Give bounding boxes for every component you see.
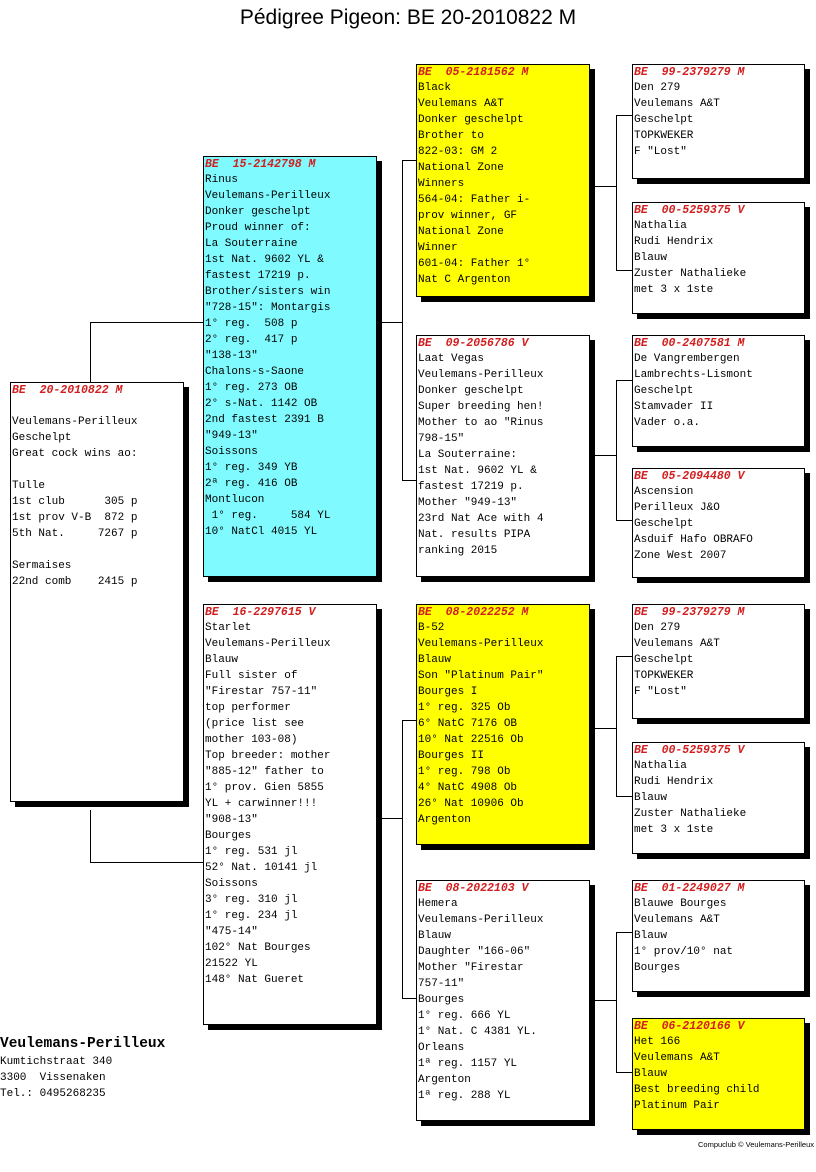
info-line: 1° reg. 273 OB bbox=[205, 382, 298, 394]
info-line: Argenton bbox=[418, 814, 471, 826]
info-line: Mother "949-13" bbox=[418, 497, 518, 509]
info-line: Veulemans-Perilleux bbox=[12, 416, 138, 428]
info-line: 52° Nat. 10141 jl bbox=[205, 862, 318, 874]
connector-mm bbox=[616, 1072, 632, 1073]
pigeon-info bbox=[633, 758, 804, 838]
info-line: Blauwe Bourges bbox=[634, 898, 727, 910]
info-line: 2ª reg. 416 OB bbox=[205, 478, 298, 490]
info-line: 1st prov V-B 872 p bbox=[12, 512, 138, 524]
info-line: Mother "Firestar bbox=[418, 962, 524, 974]
info-line: mother 103-08) bbox=[205, 734, 298, 746]
info-line: La Souterraine bbox=[205, 238, 298, 250]
connector-mother bbox=[402, 720, 416, 721]
connector-ff bbox=[595, 186, 617, 187]
info-line: Zuster Nathalieke bbox=[634, 808, 747, 820]
info-line: Brother to bbox=[418, 130, 485, 142]
info-line: "Firestar 757-11" bbox=[205, 686, 318, 698]
info-line: "475-14" bbox=[205, 926, 258, 938]
info-line: Nat. results PIPA bbox=[418, 529, 531, 541]
pigeon-info bbox=[11, 398, 183, 590]
ring-number: BE 16-2297615 V bbox=[205, 606, 316, 619]
info-line: Veulemans A&T bbox=[634, 1052, 720, 1064]
info-line: National Zone bbox=[418, 162, 504, 174]
info-line: Het 166 bbox=[634, 1036, 681, 1048]
owner-name: Veulemans-Perilleux bbox=[0, 1036, 166, 1052]
info-line: 1° reg. 798 Ob bbox=[418, 766, 511, 778]
info-line: 3300 Vissenaken bbox=[0, 1072, 106, 1084]
ring-number: BE 01-2249027 M bbox=[634, 882, 745, 895]
info-line: Platinum Pair bbox=[634, 1100, 720, 1112]
info-line: Great cock wins ao: bbox=[12, 448, 138, 460]
info-line: 564-04: Father i- bbox=[418, 194, 531, 206]
info-line: Soissons bbox=[205, 446, 258, 458]
pigeon-info bbox=[633, 620, 804, 700]
info-line: Blauw bbox=[418, 654, 452, 666]
info-line: 23rd Nat Ace with 4 bbox=[418, 513, 544, 525]
connector-father bbox=[402, 160, 416, 161]
pigeon-info bbox=[633, 80, 804, 160]
info-line bbox=[12, 542, 183, 558]
info-line: Montlucon bbox=[205, 494, 265, 506]
connector-father bbox=[402, 160, 403, 480]
info-line: Chalons-s-Saone bbox=[205, 366, 305, 378]
info-line: fastest 17219 p. bbox=[205, 270, 311, 282]
info-line: TOPKWEKER bbox=[634, 130, 694, 142]
info-line: (price list see bbox=[205, 718, 305, 730]
pigeon-info bbox=[417, 351, 589, 559]
info-line: Geschelpt bbox=[634, 114, 694, 126]
connector-mm bbox=[616, 932, 617, 1072]
info-line: 3° reg. 310 jl bbox=[205, 894, 298, 906]
pigeon-info bbox=[417, 896, 589, 1104]
ring-number: BE 08-2022103 V bbox=[418, 882, 529, 895]
pigeon-info bbox=[633, 218, 804, 298]
info-line: 1ª reg. 1157 YL bbox=[418, 1058, 518, 1070]
connector-mother bbox=[382, 818, 403, 819]
info-line: La Souterraine: bbox=[418, 449, 518, 461]
info-line: Veulemans A&T bbox=[634, 914, 720, 926]
pigeon-card-ff bbox=[416, 64, 590, 297]
info-line: YL + carwinner!!! bbox=[205, 798, 318, 810]
page-title: Pédigree Pigeon: BE 20-2010822 M bbox=[239, 6, 577, 29]
info-line: 10° NatCl 4015 YL bbox=[205, 526, 318, 538]
connector-mf bbox=[616, 656, 617, 796]
connector-ff bbox=[616, 115, 632, 116]
info-line: Veulemans A&T bbox=[418, 98, 504, 110]
connector-subject-mother bbox=[90, 862, 203, 863]
info-line: Daughter "166-06" bbox=[418, 946, 531, 958]
pigeon-card-fff bbox=[632, 64, 805, 179]
info-line: 1° reg. 234 jl bbox=[205, 910, 298, 922]
info-line: 1° reg. 508 p bbox=[205, 318, 298, 330]
pigeon-card-father bbox=[203, 156, 377, 577]
ring-number: BE 00-5259375 V bbox=[634, 744, 745, 757]
info-line: Blauw bbox=[418, 930, 452, 942]
info-line: 21522 YL bbox=[205, 958, 258, 970]
info-line: Bourges bbox=[418, 994, 465, 1006]
info-line: F "Lost" bbox=[634, 686, 687, 698]
info-line: Orleans bbox=[418, 1042, 465, 1054]
info-line: 1ª reg. 288 YL bbox=[418, 1090, 511, 1102]
info-line: Brother/sisters win bbox=[205, 286, 331, 298]
info-line: "885-12" father to bbox=[205, 766, 324, 778]
info-line: Winner bbox=[418, 242, 458, 254]
info-line: Bourges II bbox=[418, 750, 485, 762]
ring-number: BE 20-2010822 M bbox=[12, 384, 123, 397]
info-line: "728-15": Montargis bbox=[205, 302, 331, 314]
info-line: Mother to ao "Rinus bbox=[418, 417, 544, 429]
info-line: met 3 x 1ste bbox=[634, 284, 714, 296]
info-line: "949-13" bbox=[205, 430, 258, 442]
connector-fm bbox=[595, 455, 617, 456]
info-line: Full sister of bbox=[205, 670, 298, 682]
connector-subject-father bbox=[90, 322, 91, 382]
info-line: Black bbox=[418, 82, 452, 94]
connector-ff bbox=[616, 270, 632, 271]
info-line: TOPKWEKER bbox=[634, 670, 694, 682]
info-line bbox=[12, 398, 183, 414]
info-line: B-52 bbox=[418, 622, 445, 634]
info-line: Veulemans-Perilleux bbox=[418, 914, 544, 926]
owner-block bbox=[0, 1034, 165, 1102]
ring-number: BE 08-2022252 M bbox=[418, 606, 529, 619]
info-line: Nathalia bbox=[634, 760, 687, 772]
pigeon-card-mff bbox=[632, 604, 805, 719]
info-line: Sermaises bbox=[12, 560, 72, 572]
connector-father bbox=[382, 322, 403, 323]
info-line: Den 279 bbox=[634, 82, 681, 94]
connector-ff bbox=[616, 115, 617, 270]
info-line: Winners bbox=[418, 178, 465, 190]
info-line: 1° prov/10° nat bbox=[634, 946, 734, 958]
connector-fm bbox=[616, 380, 617, 520]
info-line: 4° NatC 4908 Ob bbox=[418, 782, 518, 794]
connector-father bbox=[402, 480, 416, 481]
info-line: Kumtichstraat 340 bbox=[0, 1056, 113, 1068]
pigeon-card-fmf bbox=[632, 335, 805, 447]
info-line: Donker geschelpt bbox=[418, 114, 524, 126]
ring-number: BE 05-2181562 M bbox=[418, 66, 529, 79]
info-line: Argenton bbox=[418, 1074, 471, 1086]
connector-fm bbox=[616, 380, 632, 381]
info-line: Perilleux J&O bbox=[634, 502, 720, 514]
pigeon-card-mf bbox=[416, 604, 590, 845]
info-line: 26° Nat 10906 Ob bbox=[418, 798, 524, 810]
ring-number: BE 05-2094480 V bbox=[634, 470, 745, 483]
pigeon-info bbox=[204, 620, 376, 988]
info-line: Tel.: 0495268235 bbox=[0, 1088, 106, 1100]
info-line: 2° reg. 417 p bbox=[205, 334, 298, 346]
info-line: "908-13" bbox=[205, 814, 258, 826]
ring-number: BE 00-5259375 V bbox=[634, 204, 745, 217]
connector-subject-mother bbox=[90, 810, 91, 862]
owner-address bbox=[0, 1054, 165, 1102]
info-line: Blauw bbox=[634, 252, 668, 264]
info-line: Bourges bbox=[634, 962, 681, 974]
info-line: 1° reg. 349 YB bbox=[205, 462, 298, 474]
info-line: Geschelpt bbox=[12, 432, 72, 444]
info-line: Rinus bbox=[205, 174, 239, 186]
pigeon-info bbox=[417, 620, 589, 828]
pigeon-info bbox=[417, 80, 589, 288]
info-line: Son "Platinum Pair" bbox=[418, 670, 544, 682]
info-line: Hemera bbox=[418, 898, 458, 910]
info-line: 798-15" bbox=[418, 433, 465, 445]
pigeon-info bbox=[633, 351, 804, 431]
ring-number: BE 09-2056786 V bbox=[418, 337, 529, 350]
ring-number: BE 15-2142798 M bbox=[205, 158, 316, 171]
connector-mf bbox=[616, 796, 632, 797]
info-line: Zuster Nathalieke bbox=[634, 268, 747, 280]
pigeon-info bbox=[204, 172, 376, 540]
info-line: Blauw bbox=[634, 930, 668, 942]
info-line: Laat Vegas bbox=[418, 353, 485, 365]
pigeon-card-mfm bbox=[632, 742, 805, 854]
info-line: 6° NatC 7176 OB bbox=[418, 718, 518, 730]
info-line: De Vangrembergen bbox=[634, 353, 740, 365]
info-line: 822-03: GM 2 bbox=[418, 146, 498, 158]
pigeon-info bbox=[633, 896, 804, 976]
pigeon-card-mother bbox=[203, 604, 377, 1025]
info-line: Nathalia bbox=[634, 220, 687, 232]
info-line: Blauw bbox=[634, 1068, 668, 1080]
info-line: 10° Nat 22516 Ob bbox=[418, 734, 524, 746]
pigeon-card-mm bbox=[416, 880, 590, 1121]
info-line: Nat C Argenton bbox=[418, 274, 511, 286]
info-line: Super breeding hen! bbox=[418, 401, 544, 413]
pigeon-card-fmm bbox=[632, 468, 805, 578]
info-line: prov winner, GF bbox=[418, 210, 518, 222]
connector-mf bbox=[616, 656, 632, 657]
connector-mf bbox=[595, 728, 617, 729]
info-line: Zone West 2007 bbox=[634, 550, 727, 562]
info-line: Bourges I bbox=[418, 686, 478, 698]
info-line: Blauw bbox=[205, 654, 239, 666]
info-line: Donker geschelpt bbox=[418, 385, 524, 397]
info-line: Veulemans-Perilleux bbox=[205, 190, 331, 202]
info-line: Stamvader II bbox=[634, 401, 714, 413]
info-line: Den 279 bbox=[634, 622, 681, 634]
info-line: Blauw bbox=[634, 792, 668, 804]
info-line: 2° s-Nat. 1142 OB bbox=[205, 398, 318, 410]
info-line: 1st club 305 p bbox=[12, 496, 138, 508]
info-line: Geschelpt bbox=[634, 518, 694, 530]
pigeon-card-subject bbox=[10, 382, 184, 802]
info-line: National Zone bbox=[418, 226, 504, 238]
info-line: 1° Nat. C 4381 YL. bbox=[418, 1026, 537, 1038]
info-line: Rudi Hendrix bbox=[634, 776, 714, 788]
info-line: 22nd comb 2415 p bbox=[12, 576, 138, 588]
info-line: Ascension bbox=[634, 486, 694, 498]
info-line: Starlet bbox=[205, 622, 252, 634]
info-line: 1° prov. Gien 5855 bbox=[205, 782, 324, 794]
connector-fm bbox=[616, 520, 632, 521]
info-line: Soissons bbox=[205, 878, 258, 890]
pigeon-card-mmm bbox=[632, 1018, 805, 1130]
info-line: Geschelpt bbox=[634, 654, 694, 666]
info-line: 1st Nat. 9602 YL & bbox=[418, 465, 537, 477]
info-line: 1° reg. 584 YL bbox=[205, 510, 331, 522]
info-line: Lambrechts-Lismont bbox=[634, 369, 753, 381]
info-line: fastest 17219 p. bbox=[418, 481, 524, 493]
info-line: 1st Nat. 9602 YL & bbox=[205, 254, 324, 266]
info-line: Veulemans-Perilleux bbox=[205, 638, 331, 650]
info-line: top performer bbox=[205, 702, 291, 714]
info-line: 1° reg. 325 Ob bbox=[418, 702, 511, 714]
info-line: Veulemans A&T bbox=[634, 638, 720, 650]
info-line: met 3 x 1ste bbox=[634, 824, 714, 836]
info-line: Top breeder: mother bbox=[205, 750, 331, 762]
info-line: "138-13" bbox=[205, 350, 258, 362]
info-line: Donker geschelpt bbox=[205, 206, 311, 218]
info-line: Proud winner of: bbox=[205, 222, 311, 234]
info-line: 757-11" bbox=[418, 978, 465, 990]
ring-number: BE 99-2379279 M bbox=[634, 66, 745, 79]
info-line: Asduif Hafo OBRAFO bbox=[634, 534, 753, 546]
info-line: 148° Nat Gueret bbox=[205, 974, 305, 986]
info-line: Tulle bbox=[12, 480, 46, 492]
info-line bbox=[12, 462, 183, 478]
pigeon-card-mmf bbox=[632, 880, 805, 992]
connector-mm bbox=[595, 1000, 617, 1001]
info-line: Veulemans-Perilleux bbox=[418, 369, 544, 381]
info-line: 5th Nat. 7267 p bbox=[12, 528, 138, 540]
pigeon-card-ffm bbox=[632, 202, 805, 314]
info-line: Rudi Hendrix bbox=[634, 236, 714, 248]
connector-mother bbox=[402, 720, 403, 998]
pigeon-info bbox=[633, 1034, 804, 1114]
info-line: Geschelpt bbox=[634, 385, 694, 397]
ring-number: BE 06-2120166 V bbox=[634, 1020, 745, 1033]
info-line: Bourges bbox=[205, 830, 252, 842]
connector-mm bbox=[616, 932, 632, 933]
pigeon-info bbox=[633, 484, 804, 564]
info-line: Veulemans A&T bbox=[634, 98, 720, 110]
info-line: F "Lost" bbox=[634, 146, 687, 158]
pigeon-card-fm bbox=[416, 335, 590, 577]
ring-number: BE 00-2407581 M bbox=[634, 337, 745, 350]
info-line: 1° reg. 531 jl bbox=[205, 846, 298, 858]
info-line: 102° Nat Bourges bbox=[205, 942, 311, 954]
info-line: Vader o.a. bbox=[634, 417, 701, 429]
info-line: Best breeding child bbox=[634, 1084, 760, 1096]
ring-number: BE 99-2379279 M bbox=[634, 606, 745, 619]
info-line: 601-04: Father 1° bbox=[418, 258, 531, 270]
info-line: Veulemans-Perilleux bbox=[418, 638, 544, 650]
info-line: 2nd fastest 2391 B bbox=[205, 414, 324, 426]
info-line: ranking 2015 bbox=[418, 545, 498, 557]
connector-mother bbox=[402, 998, 416, 999]
connector-subject-father bbox=[90, 322, 203, 323]
footer-credit: Compuclub © Veulemans-Perilleux bbox=[698, 1140, 814, 1149]
info-line: 1° reg. 666 YL bbox=[418, 1010, 511, 1022]
